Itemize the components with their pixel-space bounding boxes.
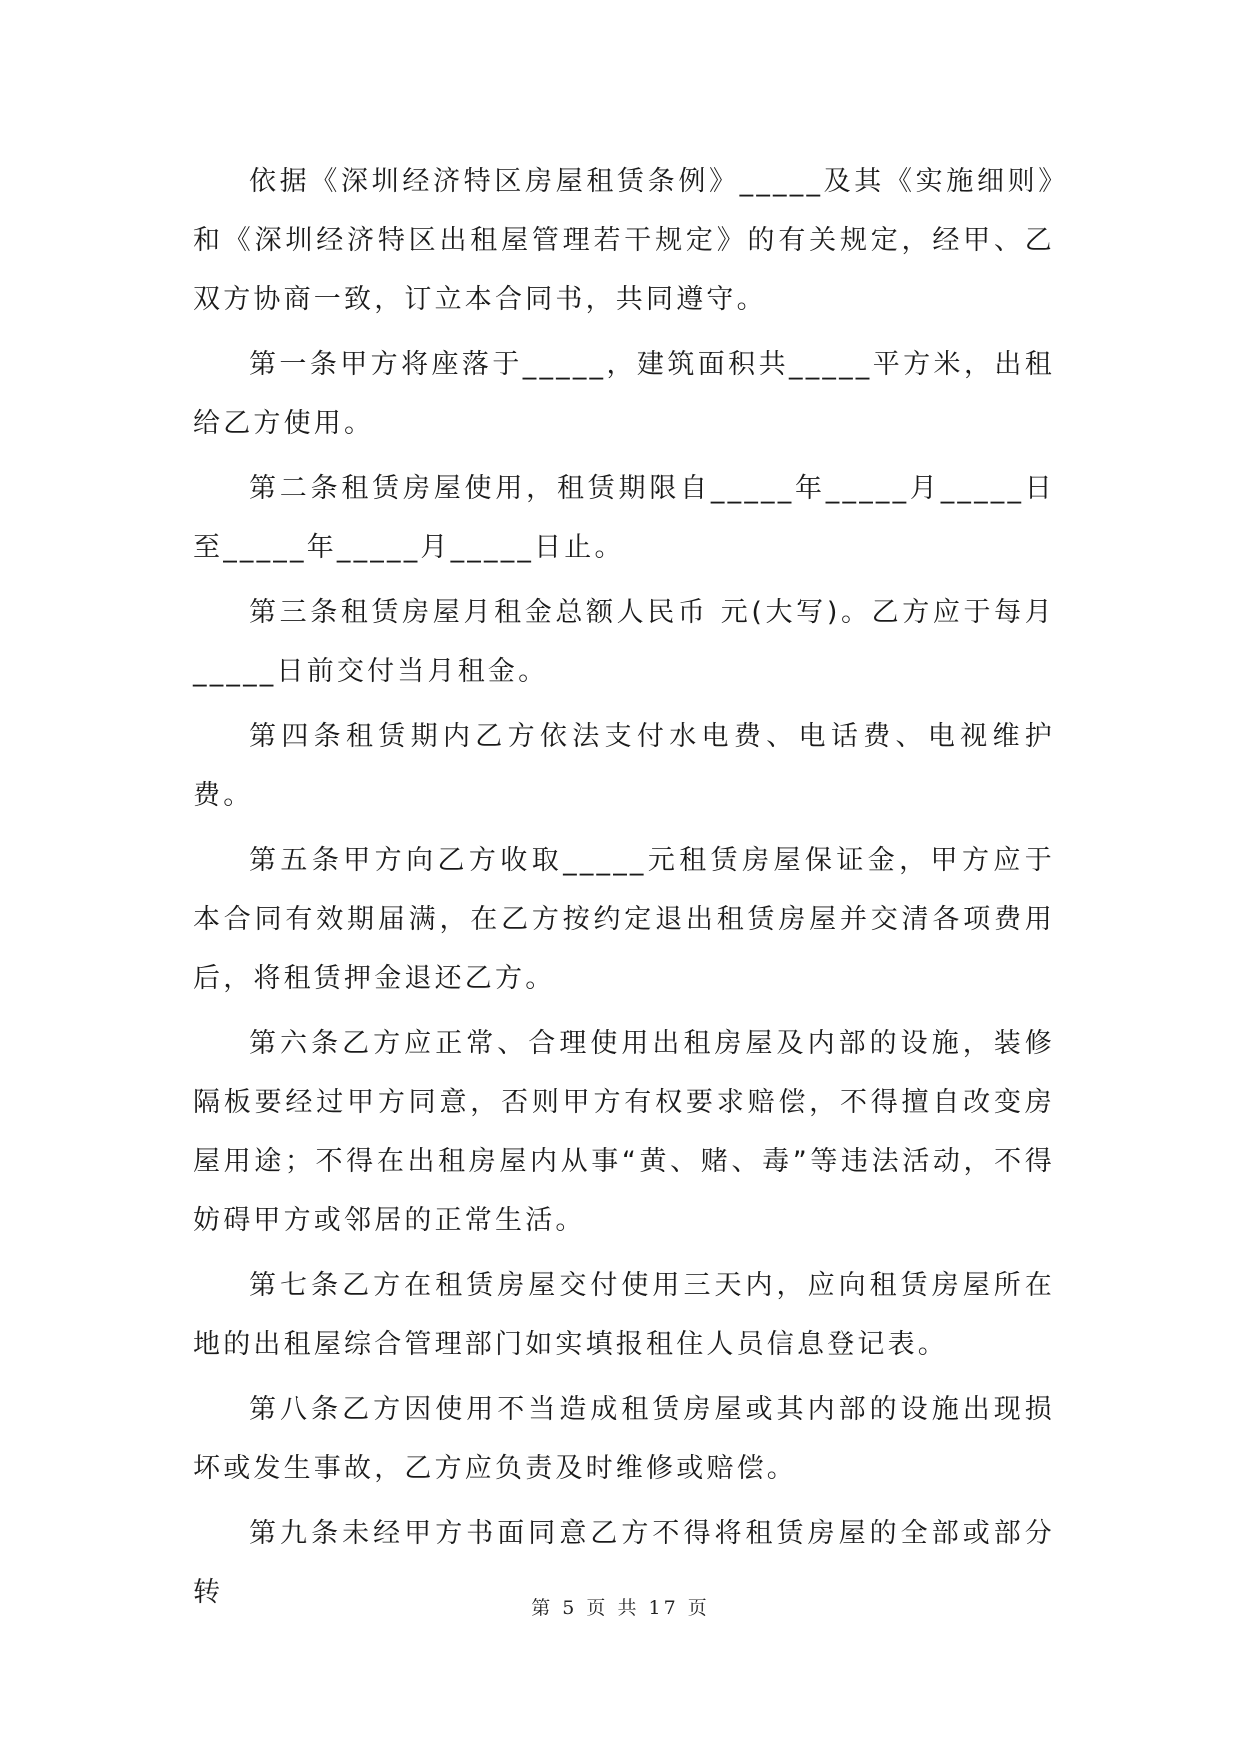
- contract-body: [193, 152, 1055, 1628]
- paragraph-preamble: 依据《深圳经济特区房屋租赁条例》_____及其《实施细则》和《深圳经济特区出租屋管理若干规定》的有关规定，经甲、乙双方协商一致，订立本合同书，共同遵守。: [193, 166, 1055, 315]
- paragraph-article-5: 第五条甲方向乙方收取_____元租赁房屋保证金，甲方应于本合同有效期届满，在乙方按约定退出租赁房屋并交清各项费用后，将租赁押金退还乙方。: [193, 845, 1055, 994]
- paragraph-article-6: 第六条乙方应正常、合理使用出租房屋及内部的设施，装修隔板要经过甲方同意，否则甲方有权要求赔偿，不得擅自改变房屋用途；不得在出租房屋内从事“黄、赌、毒”等违法活动，不得妨碍甲方或邻居的正常生活。: [193, 1028, 1055, 1236]
- paragraph-article-8: 第八条乙方因使用不当造成租赁房屋或其内部的设施出现损坏或发生事故，乙方应负责及时维修或赔偿。: [193, 1394, 1055, 1484]
- paragraph-article-1: 第一条甲方将座落于_____，建筑面积共_____平方米，出租给乙方使用。: [193, 349, 1055, 439]
- paragraph-article-7: 第七条乙方在租赁房屋交付使用三天内，应向租赁房屋所在地的出租屋综合管理部门如实填报租住人员信息登记表。: [193, 1270, 1055, 1360]
- paragraph-article-9: 第九条未经甲方书面同意乙方不得将租赁房屋的全部或部分转: [193, 1518, 1055, 1608]
- paragraph-article-4: 第四条租赁期内乙方依法支付水电费、电话费、电视维护费。: [193, 721, 1055, 811]
- paragraph-article-3: 第三条租赁房屋月租金总额人民币 元(大写)。乙方应于每月_____日前交付当月租金。: [193, 597, 1055, 687]
- paragraph-article-2: 第二条租赁房屋使用，租赁期限自_____年_____月_____日至_____年_____月_____日止。: [193, 473, 1055, 563]
- page-number-footer: 第 5 页 共 17 页: [531, 1597, 710, 1619]
